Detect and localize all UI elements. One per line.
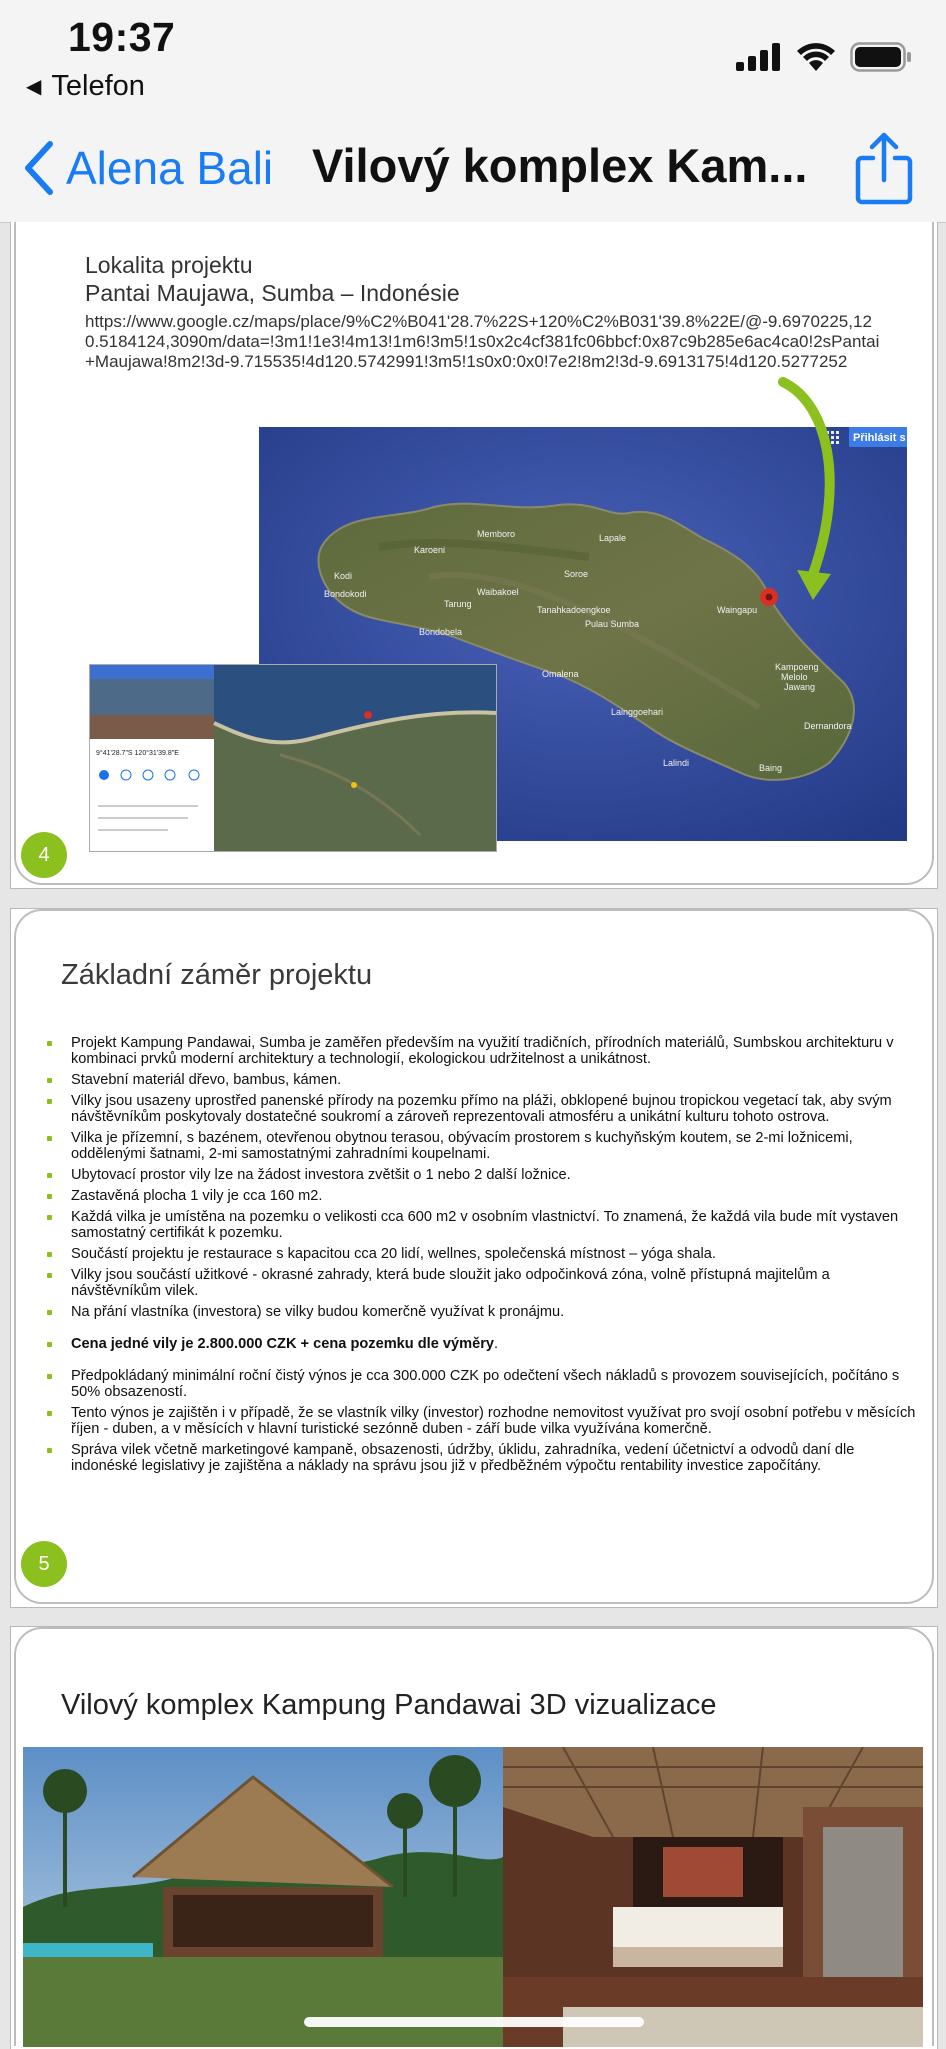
back-app-label: Telefon: [51, 70, 145, 102]
map-signin-label[interactable]: Přihlásit s: [853, 432, 906, 444]
map-label: Memboro: [477, 529, 516, 539]
page-number-badge: 4: [21, 832, 67, 878]
map-label: Jawang: [784, 682, 816, 692]
map-label: Dernandora: [804, 721, 852, 731]
list-item: Vilky jsou součástí užitkové - okrasné zahrady, která bude sloužit jako odpočinková zóna, volně přístupná majitelům a návštěvníkům vilek.: [41, 1267, 921, 1299]
home-indicator[interactable]: [304, 2017, 644, 2027]
status-icons: [736, 42, 912, 72]
slide-4: [10, 222, 938, 889]
map-label: Tanahkadoengkoe: [537, 605, 611, 615]
price-item: [41, 1336, 921, 1352]
share-button[interactable]: [854, 130, 914, 211]
map-label: Pulau Sumba: [585, 619, 640, 629]
location-url[interactable]: https://www.google.cz/maps/place/9%C2%B041'28.7%22S+120%C2%B031'39.8%22E/@-9.6970225,120.5184124,3090m/data=!3m1!1e3!4m13!1m6!3m5!1s0x2c4cf381fc06bbcf:0x87c9b285e6ac4ca0!2sPantai+Maujawa!8m2!3d-9.715535!4d120.5742991!3m5!1s0x0:0x0!7e2!8m2!3d-9.6913175!4d120.5277252: [85, 312, 880, 371]
map-label: Lalindi: [663, 758, 690, 768]
price-tail: .: [494, 1336, 499, 1352]
map-label: Lainggoehari: [611, 707, 664, 717]
status-bar: [0, 0, 946, 120]
map-label: Tarung: [444, 599, 472, 609]
back-to-app-link[interactable]: [26, 70, 145, 103]
map-label: Lapale: [599, 533, 627, 543]
chevron-left-icon: [20, 140, 56, 196]
map-label: Bondokodi: [324, 589, 367, 599]
map-label: Soroe: [564, 569, 589, 579]
project-bullet-list: [41, 1035, 921, 1479]
exterior-villa-render: [23, 1747, 503, 2047]
slide-6: [10, 1626, 938, 2049]
list-item: Součástí projektu je restaurace s kapacitou cca 20 lidí, wellnes, společenská místnost – yóga shala.: [41, 1246, 921, 1262]
page-number-badge: 5: [21, 1541, 67, 1587]
list-item: Předpokládaný minimální roční čistý výnos je cca 300.000 CZK po odečtení všech nákladů s provozem souvisejících, počítáno s 50% obsazeností.: [41, 1368, 921, 1400]
list-item: Na přání vlastníka (investora) se vilky budou komerčně využívat k pronájmu.: [41, 1304, 921, 1320]
map-label: Baing: [759, 763, 783, 773]
interior-bedroom-render: [503, 1747, 923, 2047]
list-item: Vilky jsou usazeny uprostřed panenské přírody na pozemku přímo na pláži, obklopené bujnou tropickou vegetací tak, aby svým návštěvníkům poskytovaly dostatečné soukromí a zároveň reprezentovali atmosféru a unikátní kulturu tohoto ostrova.: [41, 1093, 921, 1125]
map-label: Kampoeng: [775, 662, 819, 672]
share-icon: [854, 130, 914, 206]
list-item: Projekt Kampung Pandawai, Sumba je zaměřen především na využití tradičních, přírodních materiálů, Sumbskou architekturu v kombinaci prvků moderní architektury a technologií, ekologickou udržitelnost a unikátnost.: [41, 1035, 921, 1067]
map-label: Melolo: [781, 672, 808, 682]
location-place: Pantai Maujawa, Sumba – Indonésie: [85, 280, 460, 306]
slide-title: Základní záměr projektu: [61, 959, 373, 991]
list-item: Stavební materiál dřevo, bambus, kámen.: [41, 1072, 921, 1088]
nav-back-label: Alena Bali: [66, 142, 274, 194]
map-label: Kodi: [334, 571, 353, 581]
google-maps-inset: [89, 664, 497, 852]
map-label: Bondobela: [419, 627, 463, 637]
map-label: Karoeni: [414, 545, 446, 555]
mini-coords: 9°41'28.7"S 120°31'39.8"E: [96, 750, 179, 757]
map-label: Waingapu: [717, 605, 758, 615]
status-time: 19:37: [68, 14, 176, 60]
wifi-icon: [796, 42, 836, 72]
location-title: Lokalita projektu: [85, 252, 253, 278]
map-label: Waibakoel: [477, 587, 519, 597]
back-triangle-icon: ◀: [26, 76, 42, 98]
list-item: Správa vilek včetně marketingové kampaně, obsazenosti, údržby, úklidu, zahradníka, vedení účetnictví a odvodů daní dle indonéské legislativy je zajištěna a náklady na správu jsou již v předběžném výpočtu rentability investice započítány.: [41, 1442, 921, 1474]
list-item: Ubytovací prostor vily lze na žádost investora zvětšit o 1 nebo 2 další ložnice.: [41, 1167, 921, 1183]
green-arrow-icon: [771, 374, 851, 614]
navigation-bar: [0, 120, 946, 223]
list-item: Zastavěná plocha 1 vily je cca 160 m2.: [41, 1188, 921, 1204]
nav-title: Vilový komplex Kam...: [312, 139, 808, 192]
signal-icon: [736, 43, 782, 71]
list-item: Vilka je přízemní, s bazénem, otevřenou obytnou terasou, obývacím prostorem s kuchyňským koutem, se 2-mi ložnicemi, oddělenými šatnami, 2-mi samostatnými zahradními koupelnami.: [41, 1130, 921, 1162]
battery-icon: [850, 42, 912, 72]
slide-5: [10, 908, 938, 1608]
price-bold: Cena jedné vily je 2.800.000 CZK + cena pozemku dle výměry: [71, 1336, 495, 1352]
slide-title: Vilový komplex Kampung Pandawai 3D vizualizace: [61, 1689, 717, 1721]
list-item: Každá vilka je umístěna na pozemku o velikosti cca 600 m2 v osobním vlastnictví. To znamená, že každá vila bude mít vystaven samostatný certifikát k pozemku.: [41, 1209, 921, 1241]
nav-back-button[interactable]: [20, 140, 273, 196]
map-label: Omalena: [542, 669, 579, 679]
list-item: Tento výnos je zajištěn i v případě, že se vlastník vilky (investor) rozhodne nemovitost využívat pro svojí osobní potřebu v měsících říjen - duben, a v měsících v hlavní turistické sezónně duben - září bude vilka využívána komerčně.: [41, 1405, 921, 1437]
